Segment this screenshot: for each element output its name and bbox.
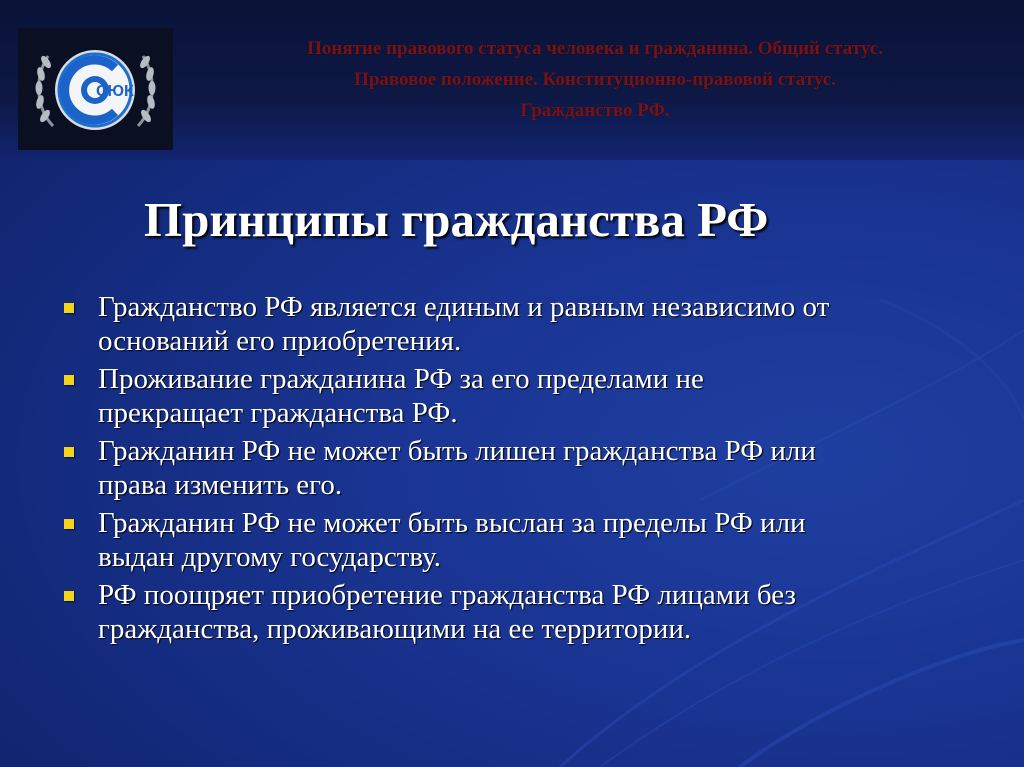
list-item-line: гражданства, проживающими на ее территории.: [98, 613, 692, 645]
square-bullet-icon: [64, 519, 74, 529]
header-line: Гражданство РФ.: [520, 100, 670, 121]
square-bullet-icon: [64, 303, 74, 313]
list-item-line: Гражданин РФ не может быть лишен гражданства РФ или: [98, 435, 816, 467]
square-bullet-icon: [64, 375, 74, 385]
list-item-line: выдан другому государству.: [98, 541, 441, 573]
square-bullet-icon: [64, 591, 74, 601]
presentation-header: [180, 33, 1010, 126]
list-item-line: Проживание гражданина РФ за его пределами не: [98, 363, 704, 395]
list-item-line: права изменить его.: [98, 469, 343, 501]
list-item-line: Гражданство РФ является единым и равным независимо от: [98, 291, 830, 323]
list-item: [60, 506, 960, 574]
logo-emblem-icon: [18, 28, 173, 150]
list-item: [60, 290, 960, 358]
header-line: Понятие правового статуса человека и гражданина. Общий статус.: [307, 38, 883, 59]
list-item-line: РФ поощряет приобретение гражданства РФ лицами без: [98, 579, 796, 611]
list-item-line: Гражданин РФ не может быть выслан за пределы РФ или: [98, 507, 806, 539]
list-item: [60, 362, 960, 430]
list-item: [60, 434, 960, 502]
square-bullet-icon: [64, 447, 74, 457]
list-item: [60, 578, 960, 646]
slide-title: Принципы гражданства РФ: [144, 192, 769, 247]
svg-text:СЮК: СЮК: [96, 83, 134, 100]
list-item-line: прекращает гражданства РФ.: [98, 397, 458, 429]
organization-logo: [18, 28, 173, 150]
list-item-line: оснований его приобретения.: [98, 325, 462, 357]
header-line: Правовое положение. Конституционно-правовой статус.: [354, 69, 836, 90]
principles-list: [60, 290, 960, 650]
